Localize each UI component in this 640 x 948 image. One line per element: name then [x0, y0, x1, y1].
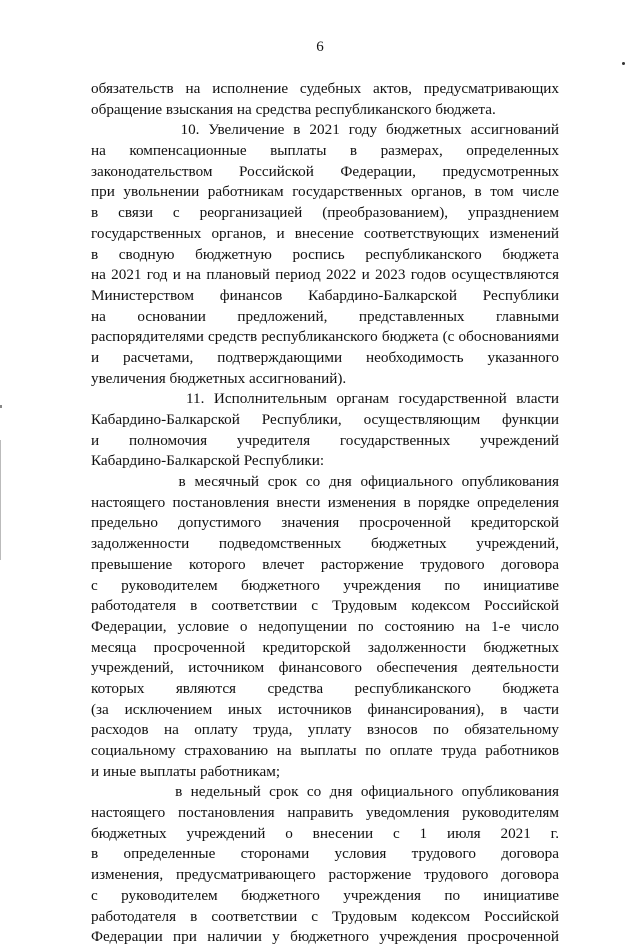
text-line: Федерации, условие о недопущении по состоянию на 1-е число: [91, 617, 559, 635]
text-line: месяца просроченной кредиторской задолженности бюджетных: [91, 638, 559, 656]
text-line: социальному страхованию на выплаты по оплате труда работников: [91, 742, 559, 759]
text-line: учреждений, источником финансового обеспечения деятельности: [91, 659, 559, 677]
text-line: обязательств на исполнение судебных актов, предусматривающих: [91, 80, 559, 97]
text-line: работодателя в соответствии с Трудовым кодексом Российской: [91, 907, 559, 925]
text-line: которых являются средства республиканского бюджета: [91, 679, 559, 697]
text-line: бюджетных учреждений о внесении с 1 июля 2021 г.: [91, 824, 559, 842]
text-line: распорядителями средств республиканского бюджета (с обоснованиями: [91, 328, 559, 346]
text-line: Федерации при наличии у бюджетного учреждения просроченной: [91, 928, 559, 946]
text-line: в сводную бюджетную роспись республиканского бюджета: [91, 245, 559, 263]
text-line: в определенные сторонами условия трудового договора: [91, 845, 559, 863]
text-line: превышение которого влечет расторжение трудового договора: [91, 555, 559, 573]
text-line: предельно допустимого значения просроченной кредиторской: [91, 514, 559, 532]
text-line: изменения, предусматривающего расторжение трудового договора: [91, 866, 559, 884]
text-line: настоящего постановления направить уведомления руководителям: [91, 804, 559, 822]
text-line: 10. Увеличение в 2021 году бюджетных ассигнований: [91, 121, 559, 139]
text-line: при увольнении работникам государственных органов, в том числе: [91, 183, 559, 201]
text-line: обращение взыскания на средства республиканского бюджета.: [91, 100, 496, 118]
text-line: и расчетами, подтверждающими необходимость указанного: [91, 348, 559, 366]
text-line: 11. Исполнительным органам государственной власти: [91, 390, 559, 408]
text-line: законодательством Российской Федерации, предусмотренных: [91, 162, 559, 180]
document-body: [91, 79, 559, 948]
text-line: и иные выплаты работникам;: [91, 762, 281, 780]
text-line: расходов на оплату труда, уплату взносов по обязательному: [91, 721, 559, 739]
text-line: работодателя в соответствии с Трудовым кодексом Российской: [91, 597, 559, 615]
text-line: Министерством финансов Кабардино-Балкарской Республики: [91, 286, 559, 304]
text-line: увеличения бюджетных ассигнований).: [91, 369, 347, 387]
text-line: Кабардино-Балкарской Республики:: [91, 452, 325, 470]
text-line: настоящего постановления внести изменения в порядке определения: [91, 493, 559, 511]
text-line: задолженности подведомственных бюджетных учреждений,: [91, 535, 559, 553]
scan-edge-shadow: [0, 440, 1, 560]
scan-edge-mark: [0, 405, 2, 408]
text-line: Кабардино-Балкарской Республики, осуществляющим функции: [91, 411, 559, 428]
text-line: на компенсационные выплаты в размерах, определенных: [91, 142, 559, 160]
text-line: и полномочия учредителя государственных учреждений: [91, 431, 559, 449]
text-line: с руководителем бюджетного учреждения по инициативе: [91, 886, 559, 904]
text-line: в недельный срок со дня официального опубликования: [91, 783, 559, 801]
text-line: в связи с реорганизацией (преобразованием), упразднением: [91, 204, 559, 222]
text-line: государственных органов, и внесение соответствующих изменений: [91, 224, 559, 242]
scan-speck: [622, 62, 625, 65]
text-line: на основании предложений, представленных главными: [91, 307, 559, 325]
text-line: с руководителем бюджетного учреждения по инициативе: [91, 576, 559, 594]
text-line: на 2021 год и на плановый период 2022 и 2023 годов осуществляются: [91, 266, 559, 284]
text-line: в месячный срок со дня официального опубликования: [91, 473, 559, 491]
text-line: (за исключением иных источников финансирования), в части: [91, 700, 559, 718]
page-number: 6: [316, 39, 324, 55]
